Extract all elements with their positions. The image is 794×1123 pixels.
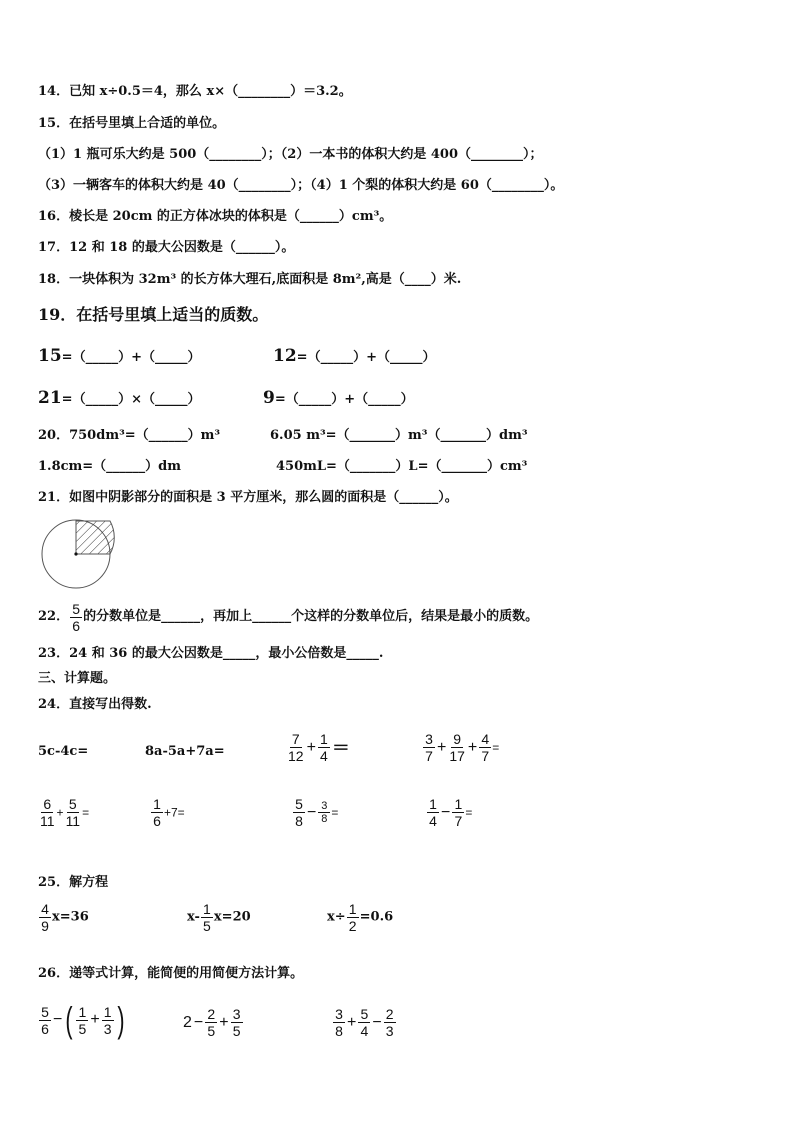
q25-equation-1 (38, 901, 89, 934)
numerator: 3 (423, 731, 435, 748)
numerator: 1 (76, 1004, 88, 1021)
question-15-line-1: （1）1 瓶可乐大约是 500（________）；（2）一本书的体积大约是 400（________）； (38, 147, 543, 162)
operator: + (306, 738, 316, 756)
operator: + (56, 805, 64, 820)
question-21: 21．如图中阴影部分的面积是 3 平方厘米，那么圆的面积是（______）。 (38, 490, 458, 505)
denominator: 5 (203, 918, 211, 934)
fraction (102, 1004, 114, 1037)
q22-prefix: 22． (38, 609, 70, 624)
fraction (318, 731, 330, 764)
equation-prefix: x÷ (327, 909, 346, 925)
fraction (333, 1006, 345, 1039)
numerator: 1 (151, 796, 163, 813)
numerator: 4 (479, 731, 491, 748)
q20-item-2: 6.05 m³=（_______）m³（_______）dm³ (270, 428, 528, 443)
denominator: 4 (429, 813, 437, 829)
q24-expr-6 (150, 796, 185, 829)
denominator: 7 (454, 813, 463, 829)
operator: + (437, 738, 447, 756)
q20-item-4: 450mL=（_______）L=（_______）cm³ (276, 459, 528, 474)
question-23: 23．24 和 36 的最大公因数是_____，最小公倍数是_____. (38, 646, 384, 661)
numerator: 5 (70, 601, 82, 618)
q24-expr-2: 8a-5a+7a= (145, 744, 225, 759)
equation-rest: =0.6 (359, 909, 394, 925)
whole-number: 2 (183, 1013, 192, 1031)
q26-expr-2 (182, 1006, 244, 1039)
fraction (39, 796, 56, 829)
fraction (479, 731, 491, 764)
q22-text: 的分数单位是______，再加上______个这样的分数单位后，结果是最小的质数。 (83, 609, 539, 624)
question-25-title: 25．解方程 (38, 875, 109, 890)
q20-item-1: 20．750dm³=（______）m³ (38, 428, 221, 443)
numerator: 3 (231, 1006, 243, 1023)
fraction (39, 1004, 51, 1037)
denominator: 4 (320, 748, 328, 764)
equals: = (82, 805, 90, 820)
denominator: 7 (425, 748, 433, 764)
operator: − (372, 1013, 382, 1031)
q25-equation-2 (187, 901, 251, 934)
denominator: 5 (207, 1023, 216, 1039)
numerator: 1 (427, 796, 439, 813)
section-3-heading: 三、计算题。 (38, 671, 117, 686)
right-paren: ) (117, 999, 125, 1040)
operator: + (90, 1011, 100, 1028)
question-26-title: 26．递等式计算，能简便的用简便方法计算。 (38, 966, 304, 981)
equation-rest: x=36 (52, 909, 89, 925)
shaded-square (76, 521, 114, 554)
numerator: 5 (67, 796, 79, 813)
operator: − (307, 803, 317, 821)
fraction (231, 1006, 243, 1039)
numerator: 1 (452, 796, 464, 813)
denominator: 11 (65, 813, 81, 829)
operator: − (441, 803, 451, 821)
numerator: 3 (333, 1006, 345, 1023)
fraction (65, 796, 82, 829)
numerator: 2 (205, 1006, 217, 1023)
q19-number: 21 (38, 388, 62, 408)
fraction (201, 901, 213, 934)
fraction (151, 796, 163, 829)
question-14: 14．已知 x÷0.5＝4，那么 x×（________）＝3.2。 (38, 84, 352, 99)
numerator: 5 (293, 796, 305, 813)
q19-item (273, 348, 435, 366)
equals: ＝ (331, 737, 350, 758)
denominator: 3 (385, 1023, 394, 1039)
q24-expr-8 (426, 796, 472, 829)
denominator: 8 (335, 1023, 343, 1039)
numerator: 1 (318, 731, 330, 748)
equation-prefix: x- (187, 909, 200, 925)
fraction (452, 796, 464, 829)
fraction (318, 800, 330, 825)
q24-expr-5 (38, 796, 89, 829)
q19-number: 12 (273, 346, 297, 366)
denominator: 7 (481, 748, 490, 764)
operator: + (219, 1013, 229, 1031)
numerator: 1 (201, 901, 213, 918)
q19-item (38, 390, 200, 408)
denominator: 5 (78, 1020, 87, 1037)
denominator: 5 (232, 1023, 241, 1039)
q26-expr-3 (332, 1006, 397, 1039)
denominator: 2 (348, 918, 357, 934)
q19-blanks: =（_____）+（_____） (61, 350, 201, 365)
question-15-title: 15．在括号里填上合适的单位。 (38, 116, 226, 131)
q24-expr-4 (422, 731, 499, 764)
fraction (384, 1006, 396, 1039)
question-15-line-2: （3）一辆客车的体积大约是 40（________）；（4）1 个梨的体积大约是 60（________）。 (38, 178, 564, 193)
operator: + (347, 1013, 357, 1031)
fraction (39, 901, 51, 934)
equation-rest: x=20 (213, 909, 251, 925)
denominator: 4 (360, 1023, 369, 1039)
question-24-title: 24．直接写出得数. (38, 697, 152, 712)
numerator: 3 (318, 800, 330, 813)
q19-blanks: =（_____）+（_____） (296, 350, 436, 365)
circle-shaded-figure (40, 518, 120, 590)
denominator: 12 (288, 748, 304, 764)
fraction (347, 901, 359, 934)
denominator: 9 (41, 918, 49, 934)
q19-item (38, 348, 200, 366)
q26-expr-1 (38, 999, 127, 1040)
numerator: 1 (347, 901, 359, 918)
operator: − (53, 1011, 63, 1028)
q22-fraction (70, 601, 82, 634)
equals: = (331, 805, 339, 820)
q24-expr-7 (292, 796, 338, 829)
q19-number: 9 (263, 388, 275, 408)
q20-item-3: 1.8cm=（______）dm (38, 459, 182, 474)
fraction (205, 1006, 217, 1039)
denominator: 11 (40, 813, 55, 829)
q19-blanks: =（_____）×（_____） (61, 392, 201, 407)
left-paren: ( (65, 999, 73, 1040)
question-16: 16．棱长是 20cm 的正方体冰块的体积是（______）cm³。 (38, 209, 393, 224)
denominator: 17 (449, 748, 465, 764)
operator: − (193, 1013, 204, 1031)
denominator: 6 (41, 1020, 49, 1037)
q19-item (263, 390, 414, 408)
equals: = (465, 805, 473, 820)
expression-rest: +7= (164, 805, 185, 820)
numerator: 4 (39, 901, 51, 918)
fraction (293, 796, 305, 829)
operator: + (467, 738, 478, 756)
denominator: 8 (295, 813, 303, 829)
fraction (427, 796, 439, 829)
fraction (76, 1004, 88, 1037)
question-18: 18．一块体积为 32m³ 的长方体大理石,底面积是 8m²,高是（____）米. (38, 272, 462, 287)
numerator: 9 (451, 731, 463, 748)
numerator: 7 (290, 731, 302, 748)
denominator: 6 (72, 617, 80, 634)
fraction (287, 731, 305, 764)
numerator: 5 (39, 1004, 51, 1021)
denominator: 8 (321, 813, 328, 825)
q19-blanks: =（_____）+（_____） (274, 392, 414, 407)
question-17: 17．12 和 18 的最大公因数是（______）。 (38, 240, 295, 255)
numerator: 1 (102, 1004, 114, 1021)
fraction (448, 731, 466, 764)
circle-center (74, 552, 77, 555)
q24-expr-3 (286, 731, 351, 764)
fraction (423, 731, 435, 764)
question-19-title: 19．在括号里填上适当的质数。 (38, 305, 269, 324)
numerator: 6 (41, 796, 53, 813)
q19-number: 15 (38, 346, 62, 366)
question-22 (38, 598, 538, 637)
equals: = (492, 740, 500, 755)
fraction (358, 1006, 370, 1039)
denominator: 3 (103, 1020, 112, 1037)
numerator: 2 (384, 1006, 396, 1023)
numerator: 5 (358, 1006, 370, 1023)
q25-equation-3 (327, 901, 393, 934)
q24-expr-1: 5c-4c= (38, 744, 89, 759)
denominator: 6 (153, 813, 161, 829)
